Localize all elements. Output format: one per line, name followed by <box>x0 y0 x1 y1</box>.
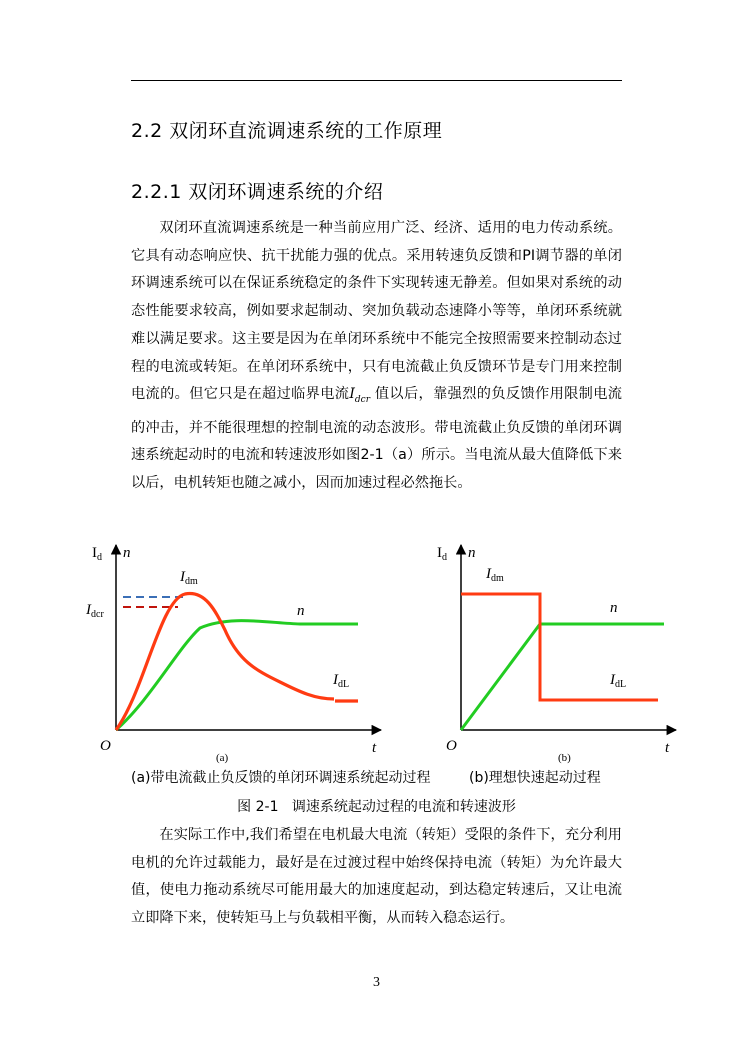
panel-a-load-label: $I_{dL}$ <box>333 672 350 690</box>
panel-b-speed-curve <box>461 624 664 730</box>
inline-variable-main: I <box>349 386 355 403</box>
panel-a-origin: O <box>100 738 111 754</box>
panel-a-y-label-n: n <box>123 545 131 561</box>
panel-a-speed-curve <box>116 621 358 730</box>
subcaption-b: (b)理想快速起动过程 <box>469 770 601 786</box>
panel-b-peak-label: $I_{dm}$ <box>486 566 504 584</box>
panel-b <box>437 545 676 764</box>
panel-b-origin: O <box>446 738 457 754</box>
paragraph-text-before: 双闭环直流调速系统是一种当前应用广泛、经济、适用的电力传动系统。它具有动态响应快、抗干扰能力强的优点。采用转速负反馈和PI调节器的单闭环调速系统可以在保证系统稳定的条件下实现转速无静差。但如果对系统的动态性能要求较高，例如要求起制动、突加负载动态速降小等等，单闭环系统就难以满足要求。这主要是因为在单闭环系统中不能完全按照需要来控制动态过程的电流或转矩。在单闭环系统中，只有电流截止负反馈环节是专门用来控制电流的。但它只是在超过临界电流 <box>131 220 622 403</box>
subsection-heading: 2.2.1 双闭环调速系统的介绍 <box>131 181 384 203</box>
figure-caption: 图 2-1 调速系统起动过程的电流和转速波形 <box>237 799 516 815</box>
panel-b-x-label: t <box>665 740 670 756</box>
panel-a-peak-label: $I_{dm}$ <box>180 569 198 587</box>
panel-b-load-label: $I_{dL}$ <box>610 672 627 690</box>
panel-b-tag: (b) <box>558 752 571 764</box>
panel-b-speed-label: n <box>610 600 618 616</box>
body-paragraph: 在实际工作中,我们希望在电机最大电流（转矩）受限的条件下，充分利用电机的允许过载能力，最好是在过渡过程中始终保持电流（转矩）为允许最大值，使电力拖动系统尽可能用最大的加速度起动，到达稳定转速后，又让电流立即降下来，使转矩马上与负载相平衡，从而转入稳态运行。 <box>131 827 622 927</box>
inline-variable-sub: dcr <box>354 395 370 406</box>
panel-b-current-curve <box>461 594 658 700</box>
panel-a-speed-label: n <box>297 603 305 619</box>
panel-a-y-label: $I_d$ <box>92 545 102 563</box>
panel-b-y-label-n: n <box>468 545 476 561</box>
panel-a-threshold-label: $I_{dcr}$ <box>86 602 104 620</box>
section-heading: 2.2 双闭环直流调速系统的工作原理 <box>131 120 443 142</box>
panel-a-tag: (a) <box>216 752 229 764</box>
paragraph-text-after: 值以后，靠强烈的负反馈作用限制电流的冲击，并不能很理想的控制电流的动态波形。带电流截止负反馈的单闭环调速系统起动时的电流和转速波形如图2-1（a）所示。当电流从最大值降低下来以后，电机转矩也随之减小，因而加速过程必然拖长。 <box>131 386 622 492</box>
panel-a-current-curve <box>116 593 358 730</box>
page-number: 3 <box>373 975 380 990</box>
panel-a <box>85 545 381 764</box>
panel-a-x-label: t <box>372 740 377 756</box>
panel-b-y-label: $I_d$ <box>437 545 447 563</box>
subcaption-a: (a)带电流截止负反馈的单闭环调速系统起动过程 <box>131 770 431 786</box>
